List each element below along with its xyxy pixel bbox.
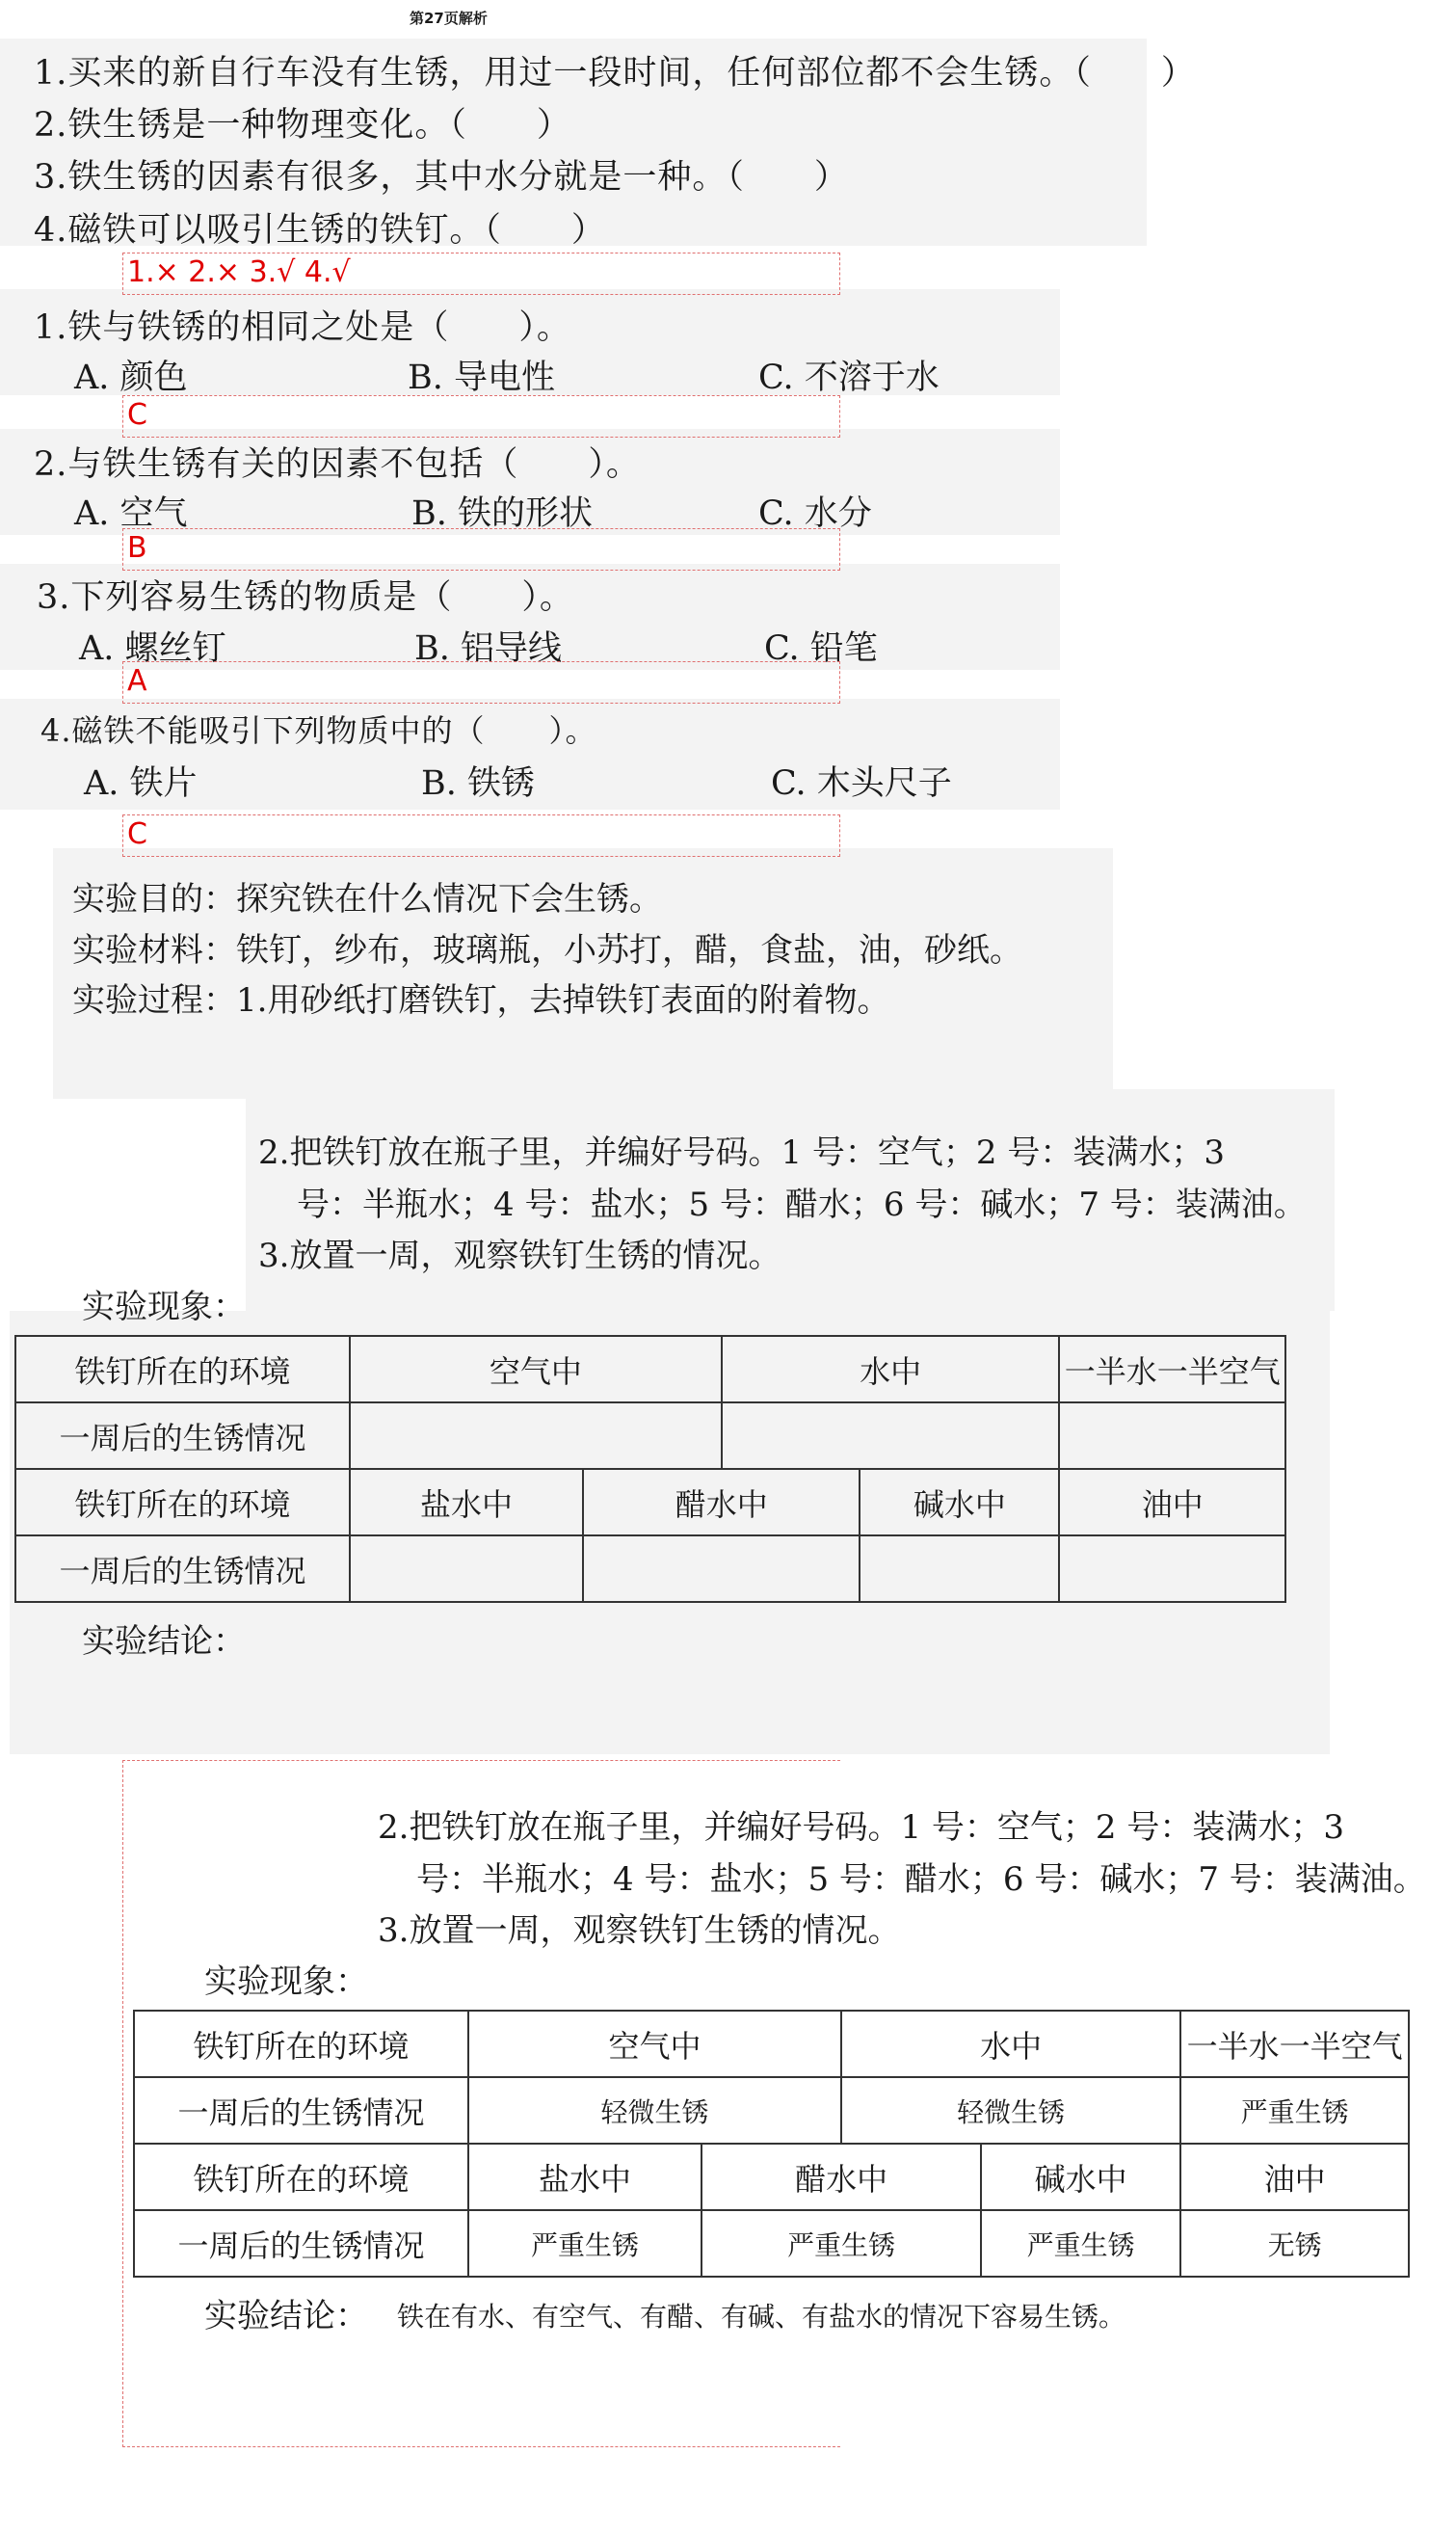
page-label: 第27页解析: [410, 10, 488, 27]
experiment-process-2b: 号：半瓶水；4 号：盐水；5 号：醋水；6 号：碱水；7 号：装满油。: [297, 1186, 1307, 1224]
choice-2-option-b: B. 铁的形状: [411, 494, 593, 533]
choice-4-answer-box: C: [122, 814, 840, 857]
choice-1-option-b: B. 导电性: [408, 359, 555, 397]
answer-process-3: 3.放置一周，观察铁钉生锈的情况。: [378, 1911, 901, 1950]
experiment-conclusion-label: 实验结论：: [82, 1622, 246, 1661]
env-cell: 水中: [841, 2011, 1180, 2077]
table-row: [15, 1469, 1285, 1535]
choice-2-option-a: A. 空气: [74, 494, 188, 533]
env-cell: 醋水中: [702, 2144, 981, 2210]
rust-answer-cell: 无锈: [1180, 2210, 1409, 2277]
choice-4-option-c: C. 木头尺子: [771, 764, 952, 803]
choice-3-option-b: B. 铝导线: [414, 629, 562, 668]
rust-header: 一周后的生锈情况: [134, 2210, 468, 2277]
choice-2-answer-box: B: [122, 528, 840, 571]
choice-1-option-c: C. 不溶于水: [758, 359, 940, 397]
choice-3-option-c: C. 铅笔: [764, 629, 878, 668]
table-row: [134, 2144, 1409, 2210]
rust-cell-empty: [583, 1535, 860, 1602]
choice-3-stem: 3.下列容易生锈的物质是（ ）。: [37, 578, 574, 617]
rust-answer-cell: 严重生锈: [981, 2210, 1180, 2277]
table-row: [134, 2011, 1409, 2077]
rust-cell-empty: [722, 1402, 1060, 1469]
env-header: 铁钉所在的环境: [15, 1336, 350, 1402]
judge-item-1: 1.买来的新自行车没有生锈，用过一段时间，任何部位都不会生锈。（ ）: [34, 54, 1196, 93]
choice-3-answer-box: A: [122, 661, 840, 704]
observation-table-answer: [133, 2010, 1410, 2278]
choice-4-option-a: A. 铁片: [84, 764, 198, 803]
env-header: 铁钉所在的环境: [134, 2011, 468, 2077]
table-row: [134, 2210, 1409, 2277]
choice-4-stem: 4.磁铁不能吸引下列物质中的（ ）。: [40, 712, 597, 749]
rust-cell-empty: [350, 1402, 722, 1469]
rust-answer-cell: 严重生锈: [702, 2210, 981, 2277]
answer-process-2a: 2.把铁钉放在瓶子里，并编好号码。1 号：空气；2 号：装满水；3: [378, 1808, 1344, 1847]
rust-answer-cell: 严重生锈: [1180, 2077, 1409, 2144]
choice-2-stem: 2.与铁生锈有关的因素不包括（ ）。: [34, 445, 641, 484]
env-cell: 醋水中: [583, 1469, 860, 1535]
env-cell: 一半水一半空气: [1180, 2011, 1409, 2077]
env-cell: 空气中: [468, 2011, 841, 2077]
table-row: [15, 1535, 1285, 1602]
experiment-process-1: 实验过程：1.用砂纸打磨铁钉，去掉铁钉表面的附着物。: [72, 981, 890, 1020]
choice-1-answer-box: C: [122, 395, 840, 438]
choice-1-option-a: A. 颜色: [74, 359, 188, 397]
choice-1-stem: 1.铁与铁锈的相同之处是（ ）。: [34, 308, 571, 347]
rust-answer-cell: 轻微生锈: [841, 2077, 1180, 2144]
choice-4-option-b: B. 铁锈: [421, 764, 535, 803]
choice-3-option-a: A. 螺丝钉: [79, 629, 226, 668]
answer-conclusion-label: 实验结论：: [204, 2297, 368, 2335]
rust-answer-cell: 轻微生锈: [468, 2077, 841, 2144]
env-cell: 油中: [1059, 1469, 1285, 1535]
table-row: [134, 2077, 1409, 2144]
rust-header: 一周后的生锈情况: [15, 1535, 350, 1602]
env-cell: 空气中: [350, 1336, 722, 1402]
answer-process-2b: 号：半瓶水；4 号：盐水；5 号：醋水；6 号：碱水；7 号：装满油。: [416, 1860, 1426, 1899]
experiment-purpose: 实验目的：探究铁在什么情况下会生锈。: [72, 880, 662, 919]
table-row: [15, 1402, 1285, 1469]
env-cell: 碱水中: [860, 1469, 1059, 1535]
table-row: [15, 1336, 1285, 1402]
rust-header: 一周后的生锈情况: [15, 1402, 350, 1469]
rust-cell-empty: [860, 1535, 1059, 1602]
judge-item-3: 3.铁生锈的因素有很多，其中水分就是一种。（ ）: [34, 158, 849, 197]
env-cell: 碱水中: [981, 2144, 1180, 2210]
experiment-phenomenon-label: 实验现象：: [82, 1288, 246, 1326]
env-cell: 盐水中: [468, 2144, 702, 2210]
observation-table-blank: [14, 1335, 1286, 1603]
answer-phenomenon-label: 实验现象：: [204, 1962, 368, 2001]
judge-item-4: 4.磁铁可以吸引生锈的铁钉。（ ）: [34, 211, 606, 250]
rust-header: 一周后的生锈情况: [134, 2077, 468, 2144]
rust-cell-empty: [350, 1535, 583, 1602]
experiment-process-2a: 2.把铁钉放在瓶子里，并编好号码。1 号：空气；2 号：装满水；3: [258, 1134, 1225, 1172]
judge-item-2: 2.铁生锈是一种物理变化。（ ）: [34, 106, 571, 145]
experiment-process-3: 3.放置一周，观察铁钉生锈的情况。: [258, 1237, 781, 1275]
choice-2-option-c: C. 水分: [758, 494, 872, 533]
env-cell: 油中: [1180, 2144, 1409, 2210]
experiment-materials: 实验材料：铁钉，纱布，玻璃瓶，小苏打，醋，食盐，油，砂纸。: [72, 931, 1022, 970]
env-cell: 水中: [722, 1336, 1060, 1402]
env-header: 铁钉所在的环境: [134, 2144, 468, 2210]
rust-cell-empty: [1059, 1402, 1285, 1469]
rust-answer-cell: 严重生锈: [468, 2210, 702, 2277]
env-cell: 盐水中: [350, 1469, 583, 1535]
env-cell: 一半水一半空气: [1059, 1336, 1285, 1402]
env-header: 铁钉所在的环境: [15, 1469, 350, 1535]
judge-answer-box: 1.× 2.× 3.√ 4.√: [122, 253, 840, 295]
rust-cell-empty: [1059, 1535, 1285, 1602]
answer-conclusion-text: 铁在有水、有空气、有醋、有碱、有盐水的情况下容易生锈。: [397, 2301, 1126, 2333]
